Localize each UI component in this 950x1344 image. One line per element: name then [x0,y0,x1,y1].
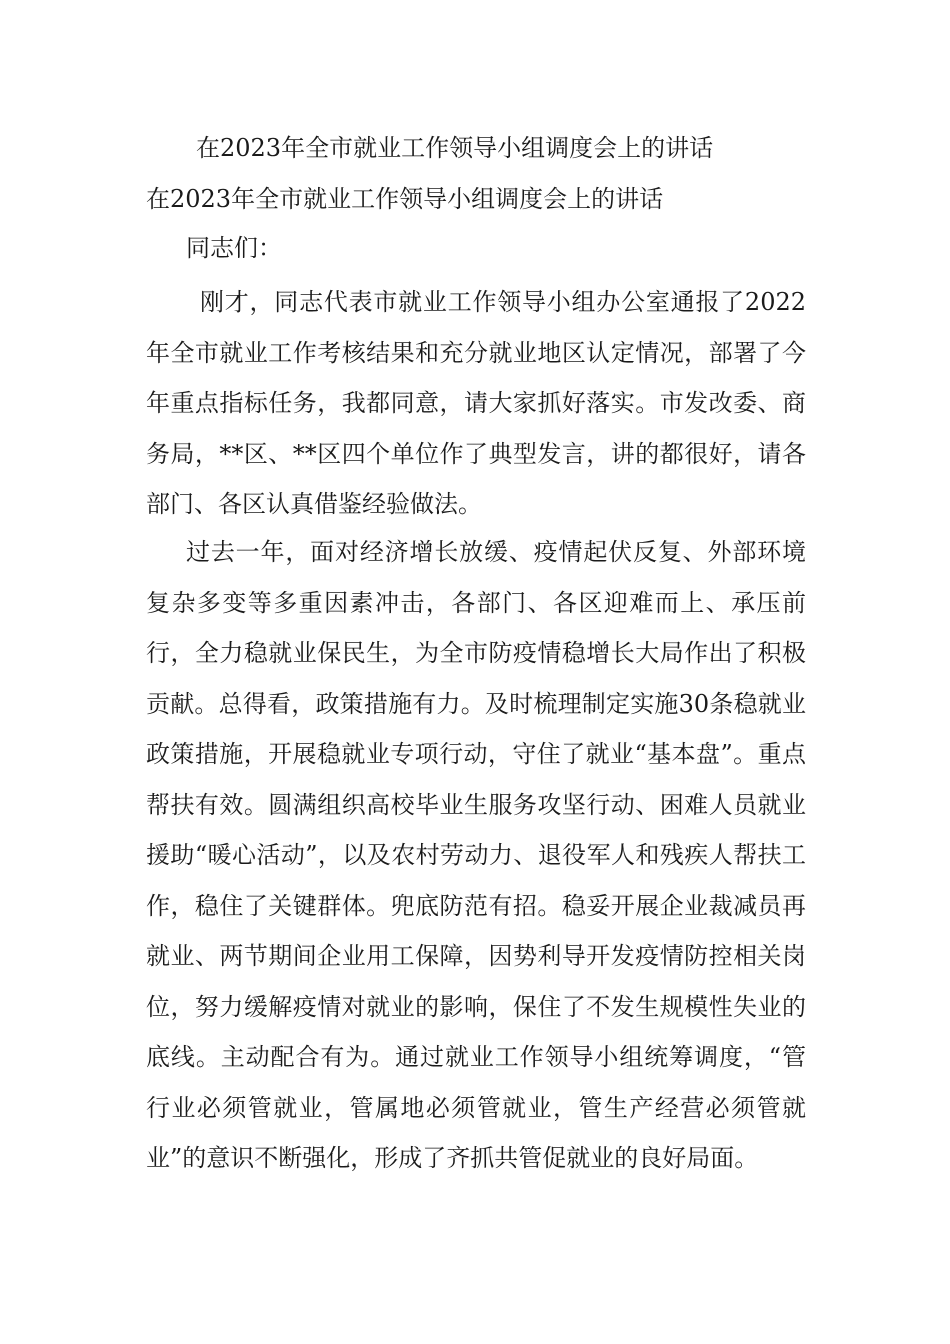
paragraph-review: 过去一年，面对经济增长放缓、疫情起伏反复、外部环境复杂多变等多重因素冲击，各部门、各区迎难而上、承压前行，全力稳就业保民生，为全市防疫情稳增长大局作出了积极贡献。总得看，政策措施有力。及时梳理制定实施30条稳就业政策措施，开展稳就业专项行动，守住了就业“基本盘”。重点帮扶有效。圆满组织高校毕业生服务攻坚行动、困难人员就业援助“暖心活动”，以及农村劳动力、退役军人和残疾人帮扶工作，稳住了关键群体。兜底防范有招。稳妥开展企业裁减员再就业、两节期间企业用工保障，因势利导开发疫情防控相关岗位，努力缓解疫情对就业的影响，保住了不发生规模性失业的底线。主动配合有为。通过就业工作领导小组统筹调度，“管行业必须管就业，管属地必须管就业，管生产经营必须管就业”的意识不断强化，形成了齐抓共管促就业的良好局面。 [146,538,806,1172]
paragraph-opening: 刚才，同志代表市就业工作领导小组办公室通报了2022年全市就业工作考核结果和充分就业地区认定情况，部署了今年重点指标任务，我都同意，请大家抓好落实。市发改委、商务局，**区、**区四个单位作了典型发言，讲的都很好，请各部门、各区认真借鉴经验做法。 [146,288,806,518]
salutation: 同志们： [186,234,282,262]
document-subtitle: 在2023年全市就业工作领导小组调度会上的讲话 [146,185,664,213]
document-title: 在2023年全市就业工作领导小组调度会上的讲话 [196,134,714,162]
